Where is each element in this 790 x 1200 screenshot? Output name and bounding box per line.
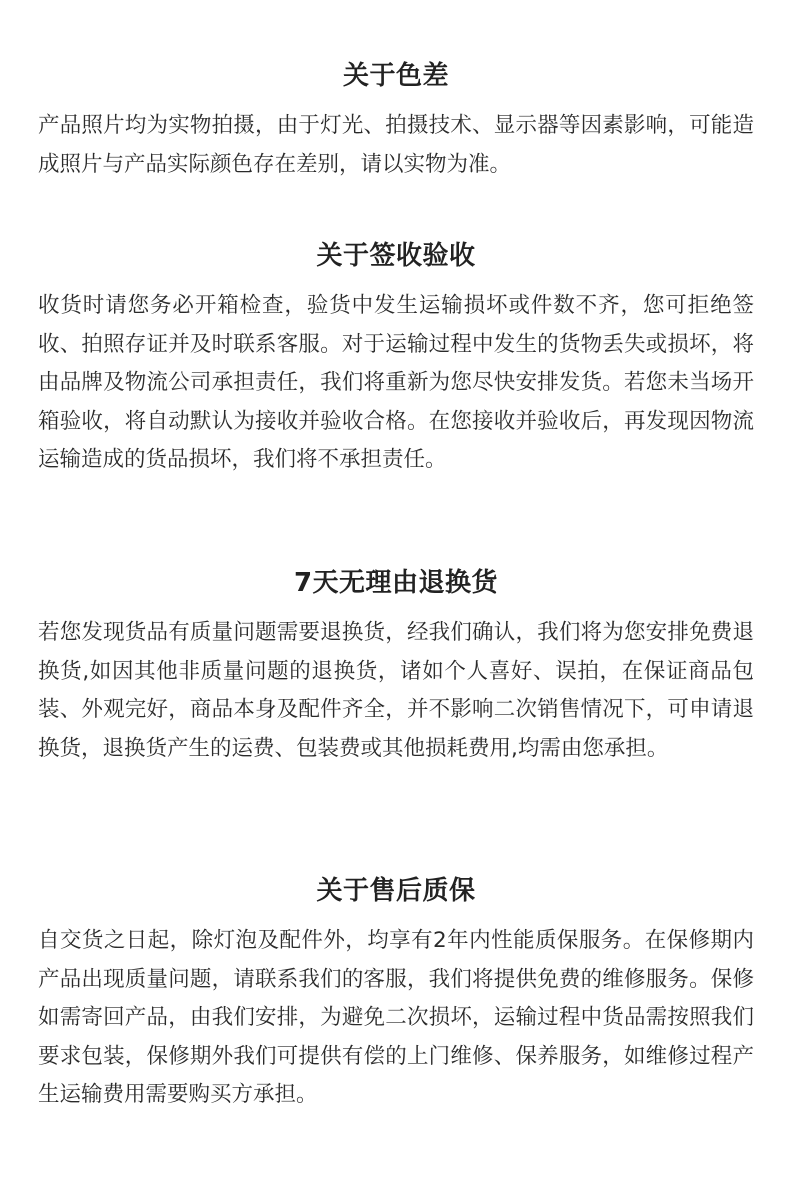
section-title-after-sales-warranty: 关于售后质保 <box>316 876 476 906</box>
section-seven-day-return <box>38 565 754 768</box>
section-body-color-difference: 产品照片均为实物拍摄，由于灯光、拍摄技术、显示器等因素影响，可能造成照片与产品实际颜色存在差别，请以实物为准。 <box>38 113 754 177</box>
section-title-seven-day-return: 7天无理由退换货 <box>293 568 499 598</box>
section-body-receipt-inspection: 收货时请您务必开箱检查，验货中发生运输损坏或件数不齐，您可拒绝签收、拍照存证并及时联系客服。对于运输过程中发生的货物丢失或损坏，将由品牌及物流公司承担责任，我们将重新为您尽快安排发货。若您未当场开箱验收，将自动默认为接收并验收合格。在您接收并验收后，再发现因物流运输造成的货品损坏，我们将不承担责任。 <box>38 293 754 472</box>
section-title-receipt-inspection: 关于签收验收 <box>316 241 476 271</box>
section-body-after-sales-warranty: 自交货之日起，除灯泡及配件外，均享有2年内性能质保服务。在保修期内产品出现质量问题，请联系我们的客服，我们将提供免费的维修服务。保修如需寄回产品，由我们安排，为避免二次损坏，运输过程中货品需按照我们要求包装，保修期外我们可提供有偿的上门维修、保养服务，如维修过程产生运输费用需要购买方承担。 <box>38 928 754 1107</box>
section-body-seven-day-return: 若您发现货品有质量问题需要退换货，经我们确认，我们将为您安排免费退换货,如因其他非质量问题的退换货，诸如个人喜好、误拍，在保证商品包装、外观完好，商品本身及配件齐全，并不影响二次销售情况下，可申请退换货，退换货产生的运费、包装费或其他损耗费用,均需由您承担。 <box>38 620 754 761</box>
section-color-difference <box>38 58 754 184</box>
section-after-sales-warranty <box>38 873 754 1115</box>
section-title-color-difference: 关于色差 <box>342 61 449 91</box>
section-receipt-inspection <box>38 238 754 480</box>
